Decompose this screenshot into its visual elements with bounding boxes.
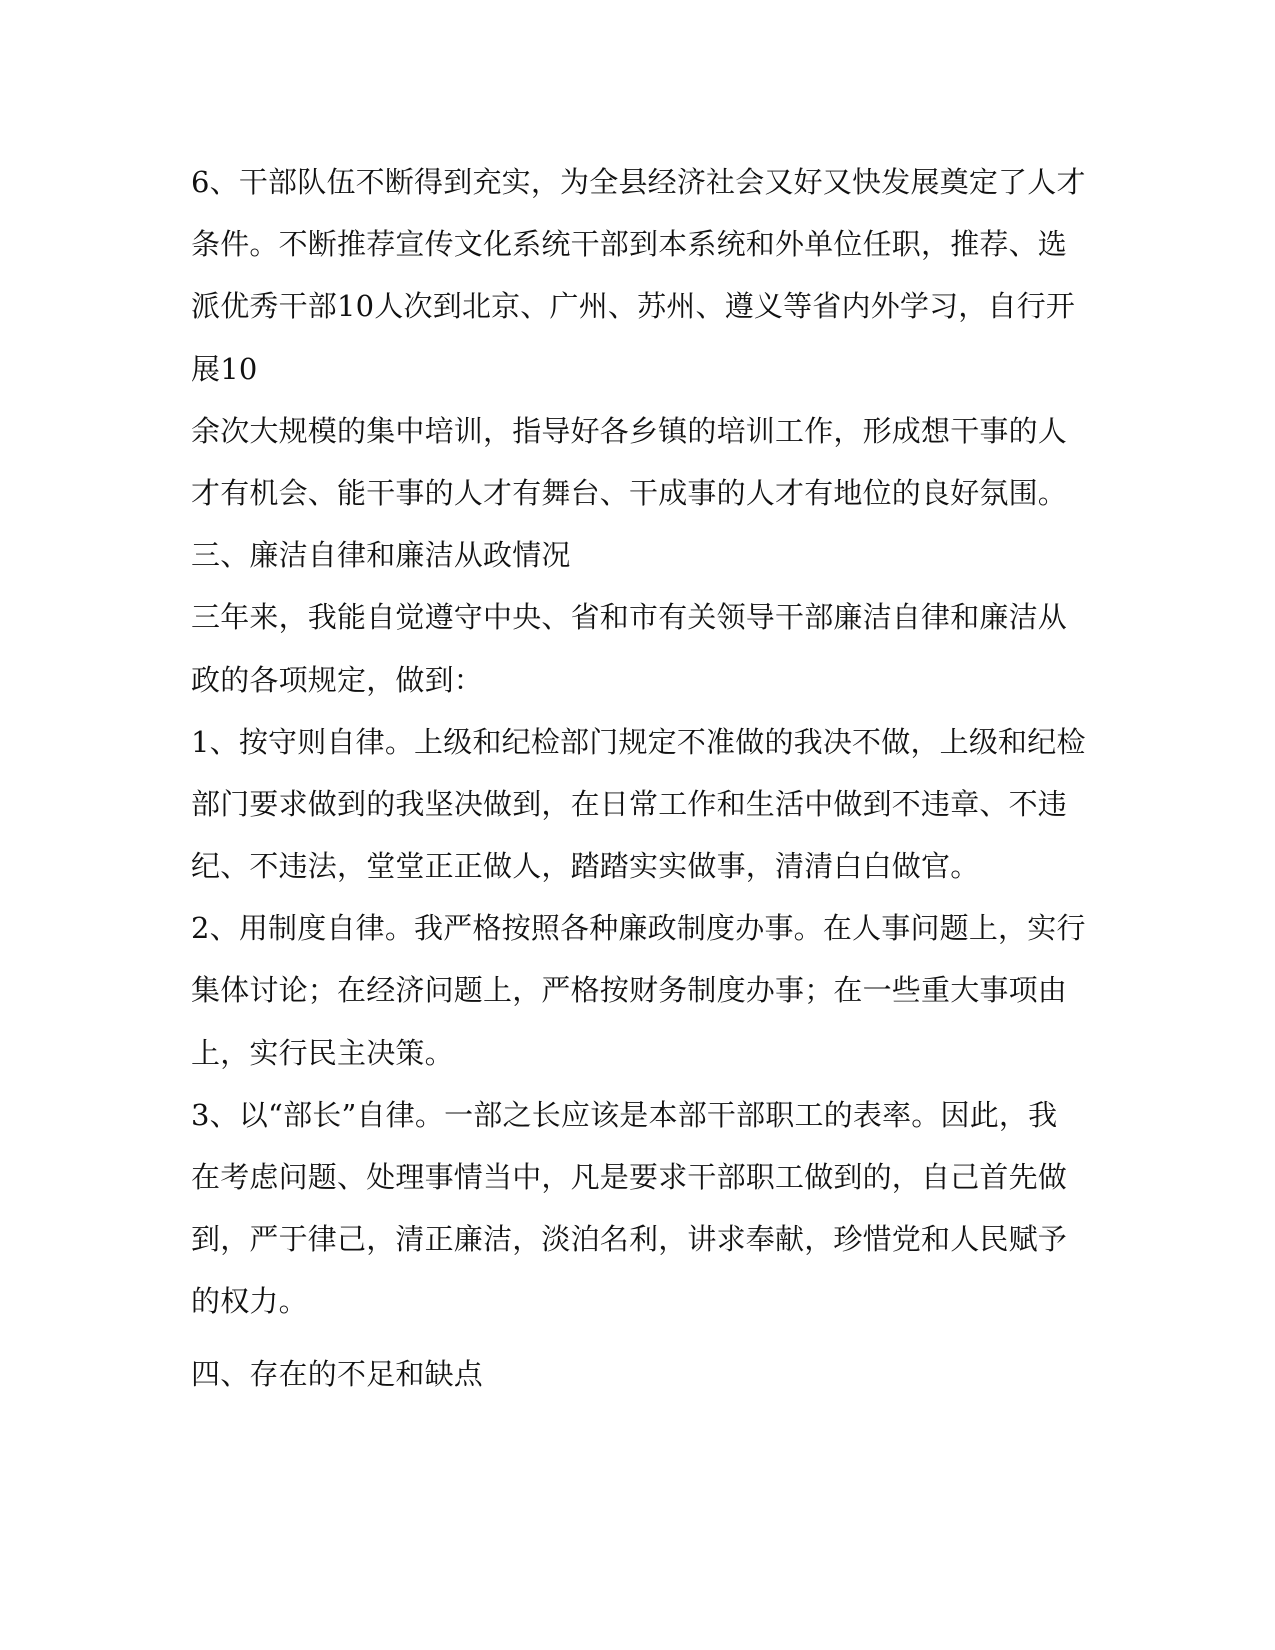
- document-body: [191, 164, 1091, 1418]
- text-line: 三年来，我能自觉遵守中央、省和市有关领导干部廉洁自律和廉洁从: [191, 600, 1068, 635]
- text-line: 派优秀干部10人次到北京、广州、苏州、遵义等省内外学习，自行开: [191, 289, 1076, 324]
- section-heading: 三、廉洁自律和廉洁从政情况: [191, 538, 571, 573]
- text-line: 3、以“部长”自律。一部之长应该是本部干部职工的表率。因此，我: [191, 1097, 1058, 1132]
- text-line: 2、用制度自律。我严格按照各种廉政制度办事。在人事问题上，实行: [191, 911, 1086, 946]
- text-line: 集体讨论；在经济问题上，严格按财务制度办事；在一些重大事项由: [191, 973, 1068, 1008]
- text-line: 纪、不违法，堂堂正正做人，踏踏实实做事，清清白白做官。: [191, 849, 980, 884]
- text-line: 1、按守则自律。上级和纪检部门规定不准做的我决不做，上级和纪检: [191, 724, 1086, 759]
- section-heading: 四、存在的不足和缺点: [191, 1356, 484, 1391]
- text-line: 才有机会、能干事的人才有舞台、干成事的人才有地位的良好氛围。: [191, 475, 1068, 510]
- text-line: 6、干部队伍不断得到充实，为全县经济社会又好又快发展奠定了人才: [191, 165, 1086, 199]
- text-line: 条件。不断推荐宣传文化系统干部到本系统和外单位任职，推荐、选: [191, 227, 1068, 262]
- text-line: 展10: [191, 351, 258, 386]
- text-line: 上，实行民主决策。: [191, 1035, 454, 1070]
- text-line: 余次大规模的集中培训，指导好各乡镇的培训工作，形成想干事的人: [191, 413, 1068, 448]
- text-line: 在考虑问题、处理事情当中，凡是要求干部职工做到的，自己首先做: [191, 1160, 1068, 1194]
- text-line: 到，严于律己，清正廉洁，淡泊名利，讲求奉献，珍惜党和人民赋予: [191, 1222, 1068, 1257]
- text-line: 的权力。: [191, 1284, 308, 1319]
- text-line: 部门要求做到的我坚决做到，在日常工作和生活中做到不违章、不违: [191, 786, 1068, 821]
- text-line: 政的各项规定，做到：: [191, 662, 484, 697]
